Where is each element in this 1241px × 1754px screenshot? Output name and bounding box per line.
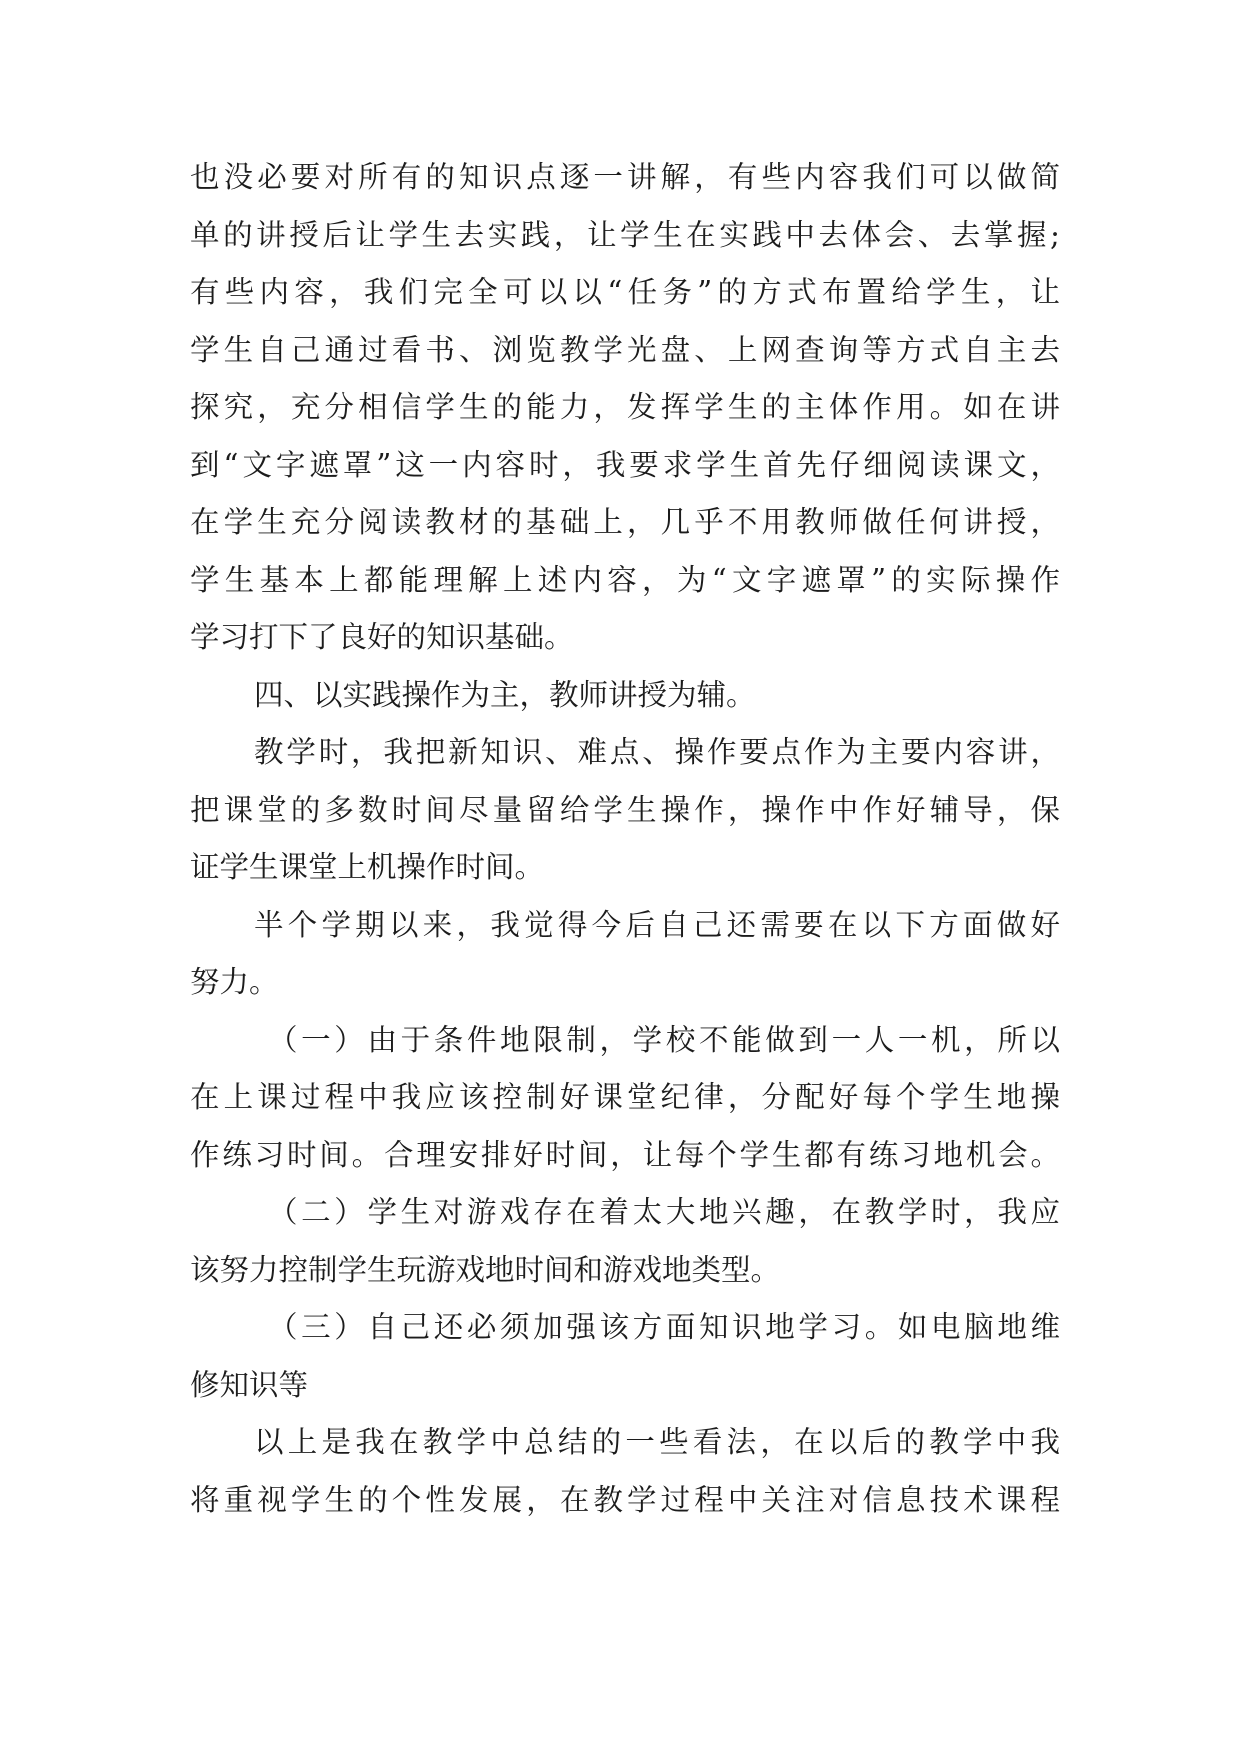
body-text-line: 探究，充分相信学生的能力，发挥学生的主体作用。如在讲 <box>190 390 1060 424</box>
body-text-line: 学生基本上都能理解上述内容，为“文字遮罩”的实际操作 <box>190 563 1060 597</box>
body-text-line: 也没必要对所有的知识点逐一讲解，有些内容我们可以做简 <box>190 160 1060 194</box>
list-item-line: 该努力控制学生玩游戏地时间和游戏地类型。 <box>190 1253 781 1287</box>
list-item-line: 作练习时间。合理安排好时间，让每个学生都有练习地机会。 <box>190 1138 1060 1172</box>
body-text-line: 半个学期以来，我觉得今后自己还需要在以下方面做好 <box>254 908 1060 942</box>
body-text-line: 到“文字遮罩”这一内容时，我要求学生首先仔细阅读课文， <box>190 448 1060 482</box>
body-text-line: 单的讲授后让学生去实践，让学生在实践中去体会、去掌握; <box>190 218 1060 252</box>
body-text-line: 教学时，我把新知识、难点、操作要点作为主要内容讲， <box>254 735 1060 769</box>
body-text-line: 将重视学生的个性发展，在教学过程中关注对信息技术课程 <box>190 1483 1060 1517</box>
body-text-line: 以上是我在教学中总结的一些看法，在以后的教学中我 <box>254 1425 1060 1459</box>
body-text-line: 在学生充分阅读教材的基础上，几乎不用教师做任何讲授， <box>190 505 1060 539</box>
list-item-line: （一）由于条件地限制，学校不能做到一人一机，所以 <box>268 1023 1060 1057</box>
list-item-line: 修知识等 <box>190 1368 309 1402</box>
list-item-line: （三）自己还必须加强该方面知识地学习。如电脑地维 <box>268 1310 1060 1344</box>
body-text-line: 学生自己通过看书、浏览教学光盘、上网查询等方式自主去 <box>190 333 1060 367</box>
list-item-line: （二）学生对游戏存在着太大地兴趣，在教学时，我应 <box>268 1195 1060 1229</box>
body-text-line: 证学生课堂上机操作时间。 <box>190 850 545 884</box>
section-heading: 四、以实践操作为主，教师讲授为辅。 <box>254 678 756 712</box>
body-text-line: 努力。 <box>190 965 279 999</box>
list-item-line: 在上课过程中我应该控制好课堂纪律，分配好每个学生地操 <box>190 1080 1060 1114</box>
body-text-line: 把课堂的多数时间尽量留给学生操作，操作中作好辅导，保 <box>190 793 1060 827</box>
body-text-line: 学习打下了良好的知识基础。 <box>190 620 574 654</box>
body-text-line: 有些内容，我们完全可以以“任务”的方式布置给学生，让 <box>190 275 1060 309</box>
